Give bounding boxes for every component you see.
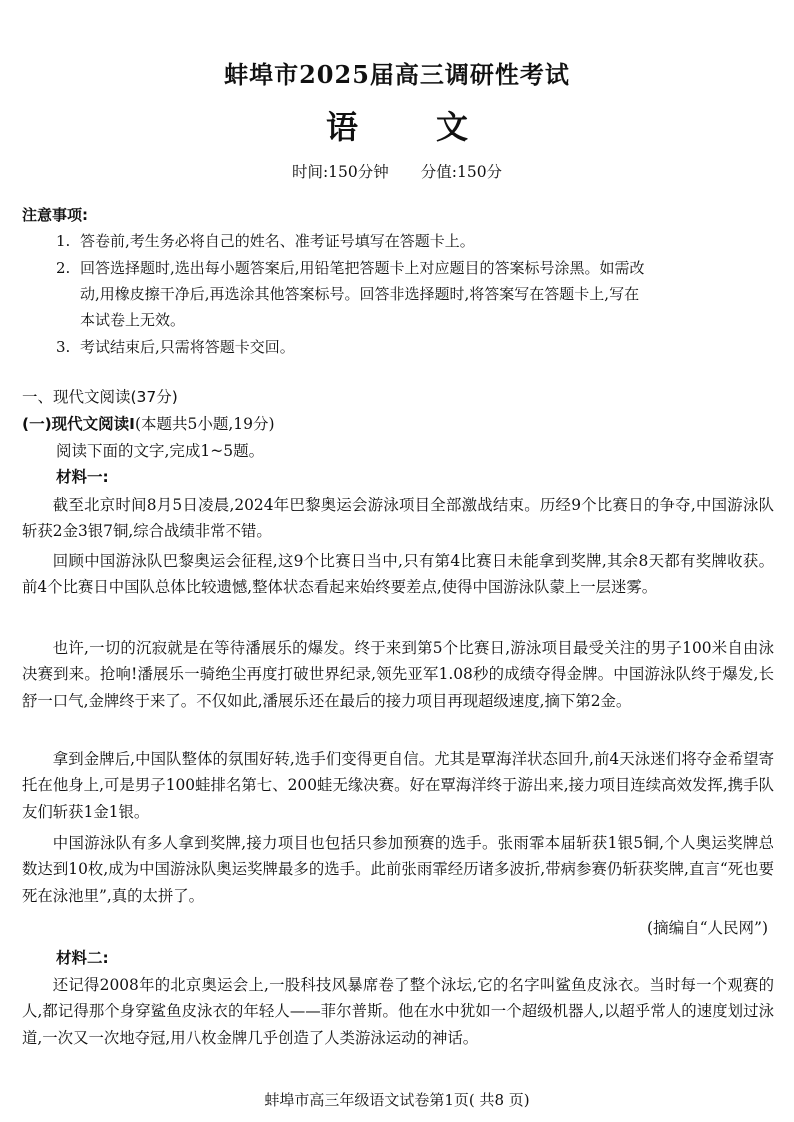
notice-item-text: 答卷前,考生务必将自己的姓名、准考证号填写在答题卡上。 bbox=[80, 232, 475, 250]
sub-section-desc: (本题共5小题,19分) bbox=[134, 415, 275, 433]
exam-title: 蚌埠市2025届高三调研性考试 bbox=[224, 60, 570, 89]
exam-time: 时间:150分钟 bbox=[291, 163, 389, 181]
subject-title bbox=[0, 102, 794, 148]
material-1-paragraph: 截至北京时间8月5日凌晨,2024年巴黎奥运会游泳项目全部激战结束。历经9个比赛日的争夺,中国游泳队斩获2金3银7铜,综合战绩非常不错。 bbox=[22, 496, 774, 541]
notice-item-1 bbox=[56, 228, 475, 254]
page-footer: 蚌埠市高三年级语文试卷第1页( 共8 页) bbox=[264, 1091, 530, 1109]
notice-item-number: 3. bbox=[56, 338, 71, 356]
reading-instruction: 阅读下面的文字,完成1~5题。 bbox=[56, 442, 265, 460]
material-1-paragraph: 中国游泳队有多人拿到奖牌,接力项目也包括只参加预赛的选手。张雨霏本届斩获1银5铜,个人奥运奖牌总数达到10枚,成为中国游泳队奥运奖牌最多的选手。此前张雨霏经历诸多波折,带病参赛仍斩获奖牌,直言“死也要死在泳池里”,真的太拼了。 bbox=[22, 834, 774, 905]
section-heading: 一、现代文阅读(37分) bbox=[22, 388, 178, 406]
notice-item-text: 考试结束后,只需将答题卡交回。 bbox=[80, 338, 295, 356]
exam-score: 分值:150分 bbox=[420, 163, 503, 181]
sub-section-label: (一)现代文阅读Ⅰ bbox=[22, 415, 135, 433]
notice-item-number: 1. bbox=[56, 232, 71, 250]
material-1-paragraph: 拿到金牌后,中国队整体的氛围好转,选手们变得更自信。尤其是覃海洋状态回升,前4天泳迷们将夺金希望寄托在他身上,可是男子100蛙排名第七、200蛙无缘决赛。好在覃海洋终于游出来,接力项目连续高效发挥,携手队友们斩获1金1银。 bbox=[22, 750, 774, 821]
subject-char-2: 文 bbox=[436, 108, 469, 146]
notice-heading: 注意事项: bbox=[22, 206, 88, 224]
exam-meta bbox=[0, 160, 794, 182]
notice-item-number: 2. bbox=[56, 259, 71, 277]
material-2-paragraph: 还记得2008年的北京奥运会上,一股科技风暴席卷了整个泳坛,它的名字叫鲨鱼皮泳衣。当时每一个观赛的人,都记得那个身穿鲨鱼皮泳衣的年轻人——菲尔普斯。他在水中犹如一个超级机器人,以超乎常人的速度划过泳道,一次又一次地夺冠,用八枚金牌几乎创造了人类游泳运动的神话。 bbox=[22, 976, 774, 1047]
material-2-label: 材料二: bbox=[56, 949, 109, 967]
material-1-source: (摘编自“人民网”) bbox=[647, 919, 768, 937]
sub-section-heading bbox=[22, 411, 275, 437]
notice-item-3 bbox=[56, 334, 295, 360]
notice-item-2 bbox=[56, 255, 645, 281]
notice-item-2-line-3: 本试卷上无效。 bbox=[80, 311, 186, 329]
notice-item-2-line-2: 动,用橡皮擦干净后,再选涂其他答案标号。回答非选择题时,将答案写在答题卡上,写在 bbox=[80, 285, 640, 303]
subject-char-1: 语 bbox=[325, 108, 358, 146]
material-1-paragraph: 回顾中国游泳队巴黎奥运会征程,这9个比赛日当中,只有第4比赛日未能拿到奖牌,其余8天都有奖牌收获。前4个比赛日中国队总体比较遗憾,整体状态看起来始终要差点,使得中国游泳队蒙上一层迷雾。 bbox=[22, 552, 774, 597]
material-1-label: 材料一: bbox=[56, 468, 109, 486]
notice-item-text: 回答选择题时,选出每小题答案后,用铅笔把答题卡上对应题目的答案标号涂黑。如需改 bbox=[80, 259, 645, 277]
material-1-paragraph: 也许,一切的沉寂就是在等待潘展乐的爆发。终于来到第5个比赛日,游泳项目最受关注的男子100米自由泳决赛到来。抢响!潘展乐一骑绝尘再度打破世界纪录,领先亚军1.08秒的成绩夺得金牌。中国游泳队终于爆发,长舒一口气,金牌终于来了。不仅如此,潘展乐还在最后的接力项目再现超级速度,摘下第2金。 bbox=[22, 639, 774, 710]
